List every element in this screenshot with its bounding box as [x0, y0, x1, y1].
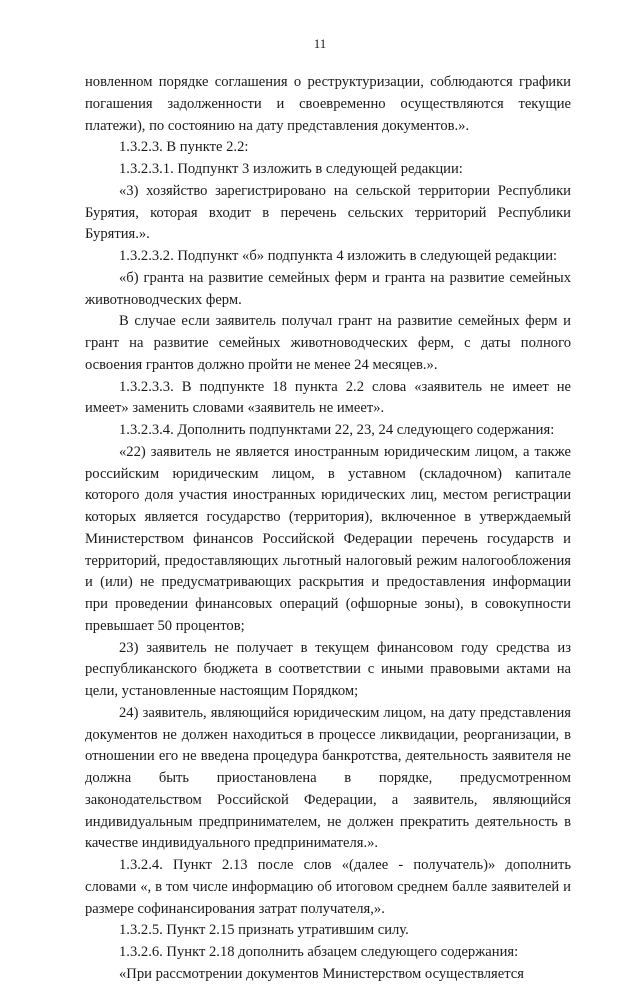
paragraph: 1.3.2.3.1. Подпункт 3 изложить в следующей редакции:	[119, 161, 463, 177]
paragraph: 24) заявитель, являющийся юридическим лицом, на дату представления документов не должен находиться в процессе ликвидации, реорганизации, в отношении его не введена процедура банкротства, деятельность заявителя не должна быть приостановлена в порядке, предусмотренном законодательством Российской Федерации, а заявитель, являющийся индивидуальным предпринимателем, не должен прекратить деятельность в качестве индивидуального предпринимателя.».	[85, 704, 571, 852]
paragraph: «При рассмотрении документов Министерством осуществляется	[119, 965, 524, 982]
paragraph: 1.3.2.6. Пункт 2.18 дополнить абзацем следующего содержания:	[119, 944, 519, 960]
paragraph: 1.3.2.3. В пункте 2.2:	[119, 139, 249, 156]
paragraph: 1.3.2.5. Пункт 2.15 признать утратившим силу.	[119, 922, 409, 939]
paragraph: 1.3.2.3.3. В подпункте 18 пункта 2.2 слова «заявитель не имеет не имеет» заменить словами «заявитель не имеет».	[85, 378, 571, 417]
paragraph: 23) заявитель не получает в текущем финансовом году средства из республиканского бюджета в соответствии с иными правовыми актами на цели, установленные настоящим Порядком;	[85, 639, 571, 699]
paragraph: новленном порядке соглашения о реструктуризации, соблюдаются графики погашения задолженности и своевременно осуществляются текущие платежи), по состоянию на дату представления документов.».	[85, 74, 571, 134]
document-body	[85, 72, 571, 986]
paragraph: «б) гранта на развитие семейных ферм и гранта на развитие семейных животноводческих ферм.	[85, 269, 571, 308]
paragraph: В случае если заявитель получал грант на развитие семейных ферм и грант на развитие семейных животноводческих ферм, с даты полного освоения грантов должно пройти не менее 24 месяцев.».	[85, 313, 571, 373]
paragraph: «22) заявитель не является иностранным юридическим лицом, а также российским юридическим лицом, в уставном (складочном) капитале которого доля участия иностранных юридических лиц, местом регистрации которых является государство (территория), включенное в утверждаемый Министерством финансов Российской Федерации перечень государств и территорий, предоставляющих льготный налоговый режим налогообложения и (или) не предусматривающих раскрытия и предоставления информации при проведении финансовых операций (офшорные зоны), в совокупности превышает 50 процентов;	[85, 443, 571, 634]
paragraph: 1.3.2.3.4. Дополнить подпунктами 22, 23, 24 следующего содержания:	[119, 422, 555, 438]
paragraph: «3) хозяйство зарегистрировано на сельской территории Республики Бурятия, которая входит в перечень сельских территорий Республики Бурятия.».	[85, 182, 571, 243]
paragraph: 1.3.2.4. Пункт 2.13 после слов «(далее - получатель)» дополнить словами «, в том числе информацию об итоговом среднем балле заявителей и размере софинансирования затрат получателя,».	[85, 857, 571, 917]
page-number: 11	[313, 36, 327, 51]
paragraph: 1.3.2.3.2. Подпункт «б» подпункта 4 изложить в следующей редакции:	[119, 248, 558, 264]
